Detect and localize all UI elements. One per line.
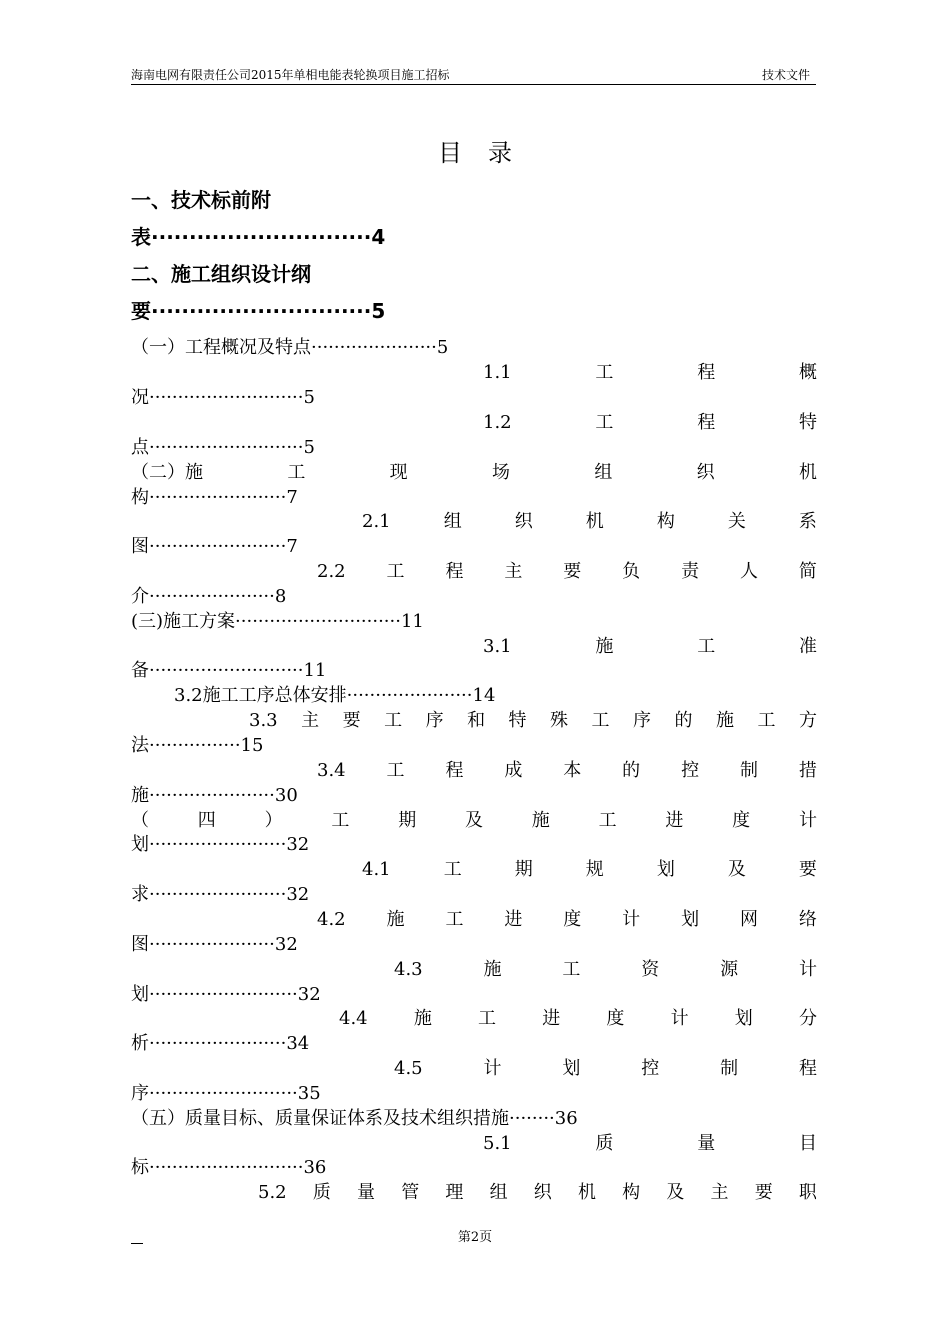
toc-word: 3.3 bbox=[249, 710, 278, 731]
toc-line bbox=[131, 410, 817, 435]
toc-line bbox=[131, 857, 817, 882]
toc-word: 网 bbox=[739, 909, 758, 930]
toc-word: 要 bbox=[563, 561, 582, 582]
toc-line: 序··························35 bbox=[131, 1083, 321, 1104]
toc-line bbox=[131, 708, 817, 733]
toc-line: 求························32 bbox=[131, 884, 310, 905]
toc-word: 施 bbox=[595, 636, 614, 657]
toc-word: 工 bbox=[595, 362, 614, 383]
toc-word: 1.1 bbox=[483, 362, 512, 383]
footer-dash bbox=[131, 1243, 143, 1244]
toc-word: 划 bbox=[656, 859, 675, 880]
toc-word: 计 bbox=[798, 959, 817, 980]
toc-word: 及 bbox=[464, 810, 483, 831]
toc-word: 进 bbox=[542, 1008, 561, 1029]
toc-word: 络 bbox=[798, 909, 817, 930]
toc-line: 况···························5 bbox=[131, 387, 315, 408]
toc-line bbox=[131, 1006, 817, 1031]
toc-word: 1.2 bbox=[483, 412, 512, 433]
toc-word: 施 bbox=[386, 909, 405, 930]
toc-word: 控 bbox=[681, 760, 700, 781]
toc-word: 施 bbox=[715, 710, 734, 731]
toc-word: 关 bbox=[727, 511, 746, 532]
toc-word: 3.4 bbox=[317, 760, 346, 781]
toc-word: 期 bbox=[514, 859, 533, 880]
toc-word: 机 bbox=[577, 1182, 596, 1203]
toc-word: 的 bbox=[622, 760, 641, 781]
toc-word: 工 bbox=[757, 710, 776, 731]
toc-word: 2.2 bbox=[317, 561, 346, 582]
toc-word: 工 bbox=[384, 710, 403, 731]
toc-word: 规 bbox=[585, 859, 604, 880]
toc-word: 5.1 bbox=[483, 1133, 512, 1154]
toc-line: 3.2施工工序总体安排······················14 bbox=[174, 685, 496, 706]
toc-word: 计 bbox=[622, 909, 641, 930]
toc-word: 工 bbox=[445, 909, 464, 930]
toc-word: 工 bbox=[331, 810, 350, 831]
toc-line bbox=[131, 509, 817, 534]
toc-word: 制 bbox=[739, 760, 758, 781]
toc-word: 程 bbox=[697, 412, 716, 433]
toc-line bbox=[131, 460, 817, 485]
toc-word: 措 bbox=[798, 760, 817, 781]
toc-word: 工 bbox=[697, 636, 716, 657]
toc-line: （一）工程概况及特点······················5 bbox=[131, 337, 449, 358]
toc-line: 图························7 bbox=[131, 536, 298, 557]
toc-word: 职 bbox=[798, 1182, 817, 1203]
toc-word: 划 bbox=[562, 1058, 581, 1079]
toc-word: 概 bbox=[798, 362, 817, 383]
toc-word: 责 bbox=[681, 561, 700, 582]
toc-word: 进 bbox=[665, 810, 684, 831]
toc-line: 图······················32 bbox=[131, 934, 298, 955]
toc-line: 施······················30 bbox=[131, 785, 298, 806]
toc-word: 源 bbox=[720, 959, 739, 980]
page-title: 目录 bbox=[438, 139, 538, 167]
toc-word: 量 bbox=[697, 1133, 716, 1154]
toc-line: (三)施工方案·····························11 bbox=[131, 611, 424, 632]
toc-word: 质 bbox=[312, 1182, 331, 1203]
toc-word: 序 bbox=[633, 710, 651, 731]
toc-word: 系 bbox=[798, 511, 817, 532]
toc-word: 组 bbox=[594, 462, 613, 483]
toc-word: （ bbox=[131, 810, 149, 831]
toc-word: 场 bbox=[491, 462, 510, 483]
toc-line bbox=[131, 1056, 817, 1081]
toc-word: 理 bbox=[445, 1182, 464, 1203]
toc-word: 分 bbox=[798, 1008, 817, 1029]
toc-word: 特 bbox=[798, 412, 817, 433]
toc-word: 2.1 bbox=[362, 511, 391, 532]
toc-word: 制 bbox=[720, 1058, 739, 1079]
toc-word: 4.3 bbox=[394, 959, 423, 980]
toc-word: 和 bbox=[467, 710, 486, 731]
toc-word: 工 bbox=[591, 710, 610, 731]
toc-line: 划························32 bbox=[131, 834, 310, 855]
toc-line: 法················15 bbox=[131, 735, 264, 756]
toc-line: 一、技术标前附 bbox=[131, 188, 271, 212]
toc-line bbox=[131, 808, 817, 833]
toc-line bbox=[131, 1131, 817, 1156]
toc-line: 析························34 bbox=[131, 1033, 310, 1054]
toc-line: 点···························5 bbox=[131, 437, 315, 458]
toc-word: 及 bbox=[666, 1182, 685, 1203]
page-header bbox=[131, 68, 816, 85]
toc-line: 要·····························5 bbox=[131, 299, 386, 323]
toc-word: 工 bbox=[386, 561, 405, 582]
toc-word: 工 bbox=[443, 859, 462, 880]
toc-word: 施 bbox=[483, 959, 502, 980]
toc-word: 程 bbox=[445, 760, 464, 781]
toc-word: 殊 bbox=[550, 710, 569, 731]
toc-word: 简 bbox=[798, 561, 817, 582]
toc-word: 主 bbox=[710, 1182, 729, 1203]
header-right-text: 技术文件 bbox=[761, 68, 810, 82]
toc-word: 5.2 bbox=[258, 1182, 287, 1203]
toc-word: 要 bbox=[798, 859, 817, 880]
toc-line: 备···························11 bbox=[131, 660, 327, 681]
toc-line: 二、施工组织设计纲 bbox=[131, 262, 311, 286]
toc-word: 机 bbox=[798, 462, 817, 483]
toc-word: 工 bbox=[478, 1008, 497, 1029]
toc-word: 主 bbox=[504, 561, 523, 582]
toc-word: 3.1 bbox=[483, 636, 512, 657]
toc-word: 管 bbox=[401, 1182, 420, 1203]
toc-word: 组 bbox=[443, 511, 462, 532]
toc-line bbox=[131, 559, 817, 584]
toc-word: 资 bbox=[641, 959, 660, 980]
toc-word: 施 bbox=[413, 1008, 432, 1029]
toc-line bbox=[131, 634, 817, 659]
toc-word: 程 bbox=[445, 561, 464, 582]
toc-word: 工 bbox=[595, 412, 614, 433]
toc-line: 标···························36 bbox=[131, 1157, 327, 1178]
toc-word: 4.5 bbox=[394, 1058, 423, 1079]
toc-word: 准 bbox=[798, 636, 817, 657]
toc-word: 划 bbox=[734, 1008, 753, 1029]
toc-word: 序 bbox=[425, 710, 444, 731]
toc-word: 施 bbox=[531, 810, 550, 831]
page-number: 第2页 bbox=[457, 1230, 493, 1245]
toc-word: 本 bbox=[563, 760, 582, 781]
toc-word: 计 bbox=[483, 1058, 502, 1079]
toc-word: 度 bbox=[606, 1008, 625, 1029]
toc-word: 计 bbox=[670, 1008, 689, 1029]
toc-line bbox=[131, 957, 817, 982]
toc-word: 控 bbox=[641, 1058, 660, 1079]
toc-line bbox=[131, 907, 817, 932]
toc-word: （二）施 bbox=[131, 462, 203, 483]
toc-line: （五）质量目标、质量保证体系及技术组织措施········36 bbox=[131, 1108, 578, 1129]
toc-word: 组 bbox=[489, 1182, 508, 1203]
toc-word: 工 bbox=[562, 959, 581, 980]
toc-word: 工 bbox=[287, 462, 306, 483]
toc-line bbox=[131, 758, 817, 783]
toc-word: 期 bbox=[398, 810, 417, 831]
toc-word: 织 bbox=[533, 1182, 552, 1203]
toc-word: 现 bbox=[389, 462, 408, 483]
toc-line bbox=[131, 360, 817, 385]
toc-line: 划··························32 bbox=[131, 984, 321, 1005]
toc-line bbox=[131, 1180, 817, 1205]
toc-word: 的 bbox=[674, 710, 693, 731]
toc-word: 目 bbox=[798, 1133, 817, 1154]
toc-word: 四 bbox=[197, 810, 216, 831]
toc-word: 构 bbox=[656, 511, 675, 532]
toc-word: 人 bbox=[739, 561, 758, 582]
toc-word: 主 bbox=[301, 710, 320, 731]
toc-word: 进 bbox=[504, 909, 523, 930]
toc-word: 度 bbox=[563, 909, 582, 930]
toc-word: ） bbox=[264, 810, 283, 831]
toc-line: 表·····························4 bbox=[131, 225, 386, 249]
toc-word: 计 bbox=[798, 810, 817, 831]
toc-word: 度 bbox=[732, 810, 751, 831]
toc-word: 方 bbox=[798, 710, 817, 731]
toc-line: 介······················8 bbox=[131, 586, 287, 607]
toc-word: 质 bbox=[595, 1133, 614, 1154]
toc-line: 构························7 bbox=[131, 487, 298, 508]
header-left-text: 海南电网有限责任公司2015年单相电能表轮换项目施工招标 bbox=[131, 68, 450, 82]
toc-word: 负 bbox=[622, 561, 641, 582]
toc-word: 4.1 bbox=[362, 859, 391, 880]
toc-word: 及 bbox=[727, 859, 746, 880]
toc-word: 机 bbox=[585, 511, 604, 532]
toc-word: 程 bbox=[798, 1058, 817, 1079]
toc-word: 4.2 bbox=[317, 909, 346, 930]
toc-word: 要 bbox=[342, 710, 361, 731]
toc-word: 程 bbox=[697, 362, 716, 383]
toc-word: 工 bbox=[386, 760, 405, 781]
toc-word: 工 bbox=[598, 810, 617, 831]
toc-word: 成 bbox=[504, 760, 523, 781]
toc-word: 量 bbox=[357, 1182, 376, 1203]
toc-word: 特 bbox=[508, 710, 527, 731]
toc-word: 划 bbox=[681, 909, 700, 930]
toc-word: 构 bbox=[622, 1182, 641, 1203]
toc-word: 织 bbox=[514, 511, 533, 532]
toc-word: 织 bbox=[696, 462, 715, 483]
toc-word: 要 bbox=[754, 1182, 773, 1203]
toc-word: 4.4 bbox=[339, 1008, 368, 1029]
